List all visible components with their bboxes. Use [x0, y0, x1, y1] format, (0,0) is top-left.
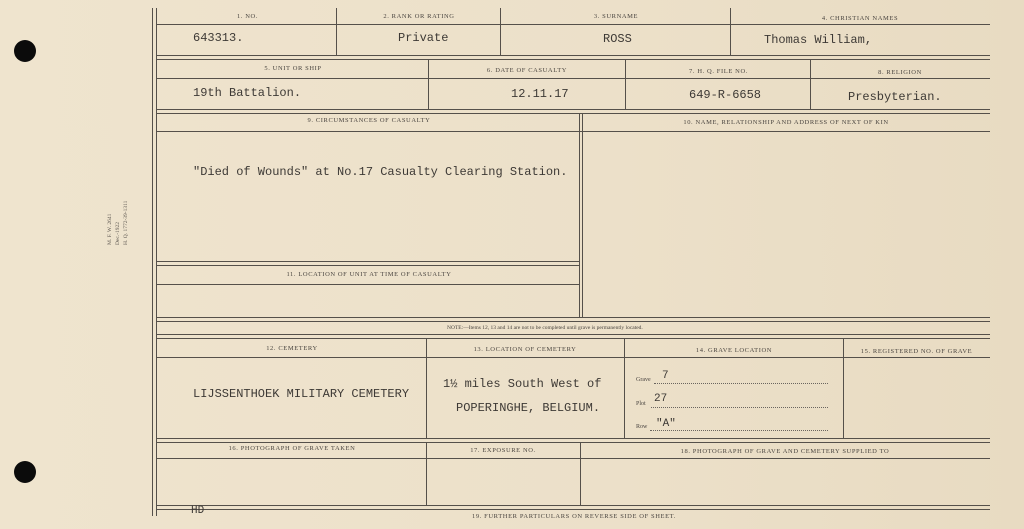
label-photograph-supplied: 18. PHOTOGRAPH OF GRAVE AND CEMETERY SUPPLIED TO: [680, 448, 890, 455]
label-circumstances: 9. CIRCUMSTANCES OF CASUALTY: [307, 117, 431, 124]
value-rank: Private: [398, 31, 449, 45]
label-row: Row: [636, 424, 648, 430]
label-photograph-taken: 16. PHOTOGRAPH OF GRAVE TAKEN: [228, 445, 356, 452]
form-reference: M. F. W. 2641 Dec.-1922 H. Q. 1772-39-1311: [107, 200, 129, 245]
label-registered-no: 15. REGISTERED NO. OF GRAVE: [860, 348, 973, 355]
note-text: NOTE:—Items 12, 13 and 14 are not to be completed until grave is permanently located.: [447, 325, 643, 331]
label-religion: 8. RELIGION: [878, 69, 922, 76]
value-row: "A": [656, 418, 676, 430]
label-christian-names: 4. CHRISTIAN NAMES: [821, 15, 899, 22]
label-cemetery: 12. CEMETERY: [266, 345, 318, 352]
value-grave: 7: [662, 370, 669, 382]
value-file-no: 649-R-6658: [689, 88, 762, 102]
label-rank: 2. RANK OR RATING: [383, 13, 455, 20]
value-surname: ROSS: [603, 32, 632, 46]
label-surname: 3. SURNAME: [593, 13, 639, 20]
label-next-of-kin: 10. NAME, RELATIONSHIP AND ADDRESS OF NEXT OF KIN: [683, 119, 889, 126]
value-unit: 19th Battalion.: [193, 86, 302, 100]
label-date: 6. DATE OF CASUALTY: [486, 67, 568, 74]
value-circumstances: "Died of Wounds" at No.17 Casualty Clearing Station.: [193, 165, 568, 179]
value-date: 12.11.17: [511, 87, 569, 101]
label-plot: Plot: [636, 401, 646, 407]
label-location-unit: 11. LOCATION OF UNIT AT TIME OF CASUALTY: [286, 271, 452, 278]
value-plot: 27: [654, 393, 668, 405]
label-exposure: 17. EXPOSURE NO.: [470, 447, 536, 454]
value-cemetery: LIJSSENTHOEK MILITARY CEMETERY: [193, 387, 410, 401]
punch-hole-bottom: [14, 461, 36, 483]
value-initials: HD: [191, 505, 205, 517]
label-grave: Grave: [636, 377, 651, 383]
label-number: 1. NO.: [236, 13, 259, 20]
value-location-line1: 1½ miles South West of: [443, 377, 602, 391]
label-grave-location: 14. GRAVE LOCATION: [695, 347, 773, 354]
value-christian-names: Thomas William,: [764, 33, 873, 47]
value-religion: Presbyterian.: [848, 90, 942, 104]
label-unit: 5. UNIT OR SHIP: [264, 65, 322, 72]
punch-hole-top: [14, 40, 36, 62]
value-location-line2: POPERINGHE, BELGIUM.: [456, 401, 601, 415]
value-number: 643313.: [193, 31, 244, 45]
label-file-no: 7. H. Q. FILE NO.: [689, 68, 748, 75]
label-location-cemetery: 13. LOCATION OF CEMETERY: [473, 346, 577, 353]
label-further-particulars: 19. FURTHER PARTICULARS ON REVERSE SIDE OF SHEET.: [472, 513, 676, 520]
